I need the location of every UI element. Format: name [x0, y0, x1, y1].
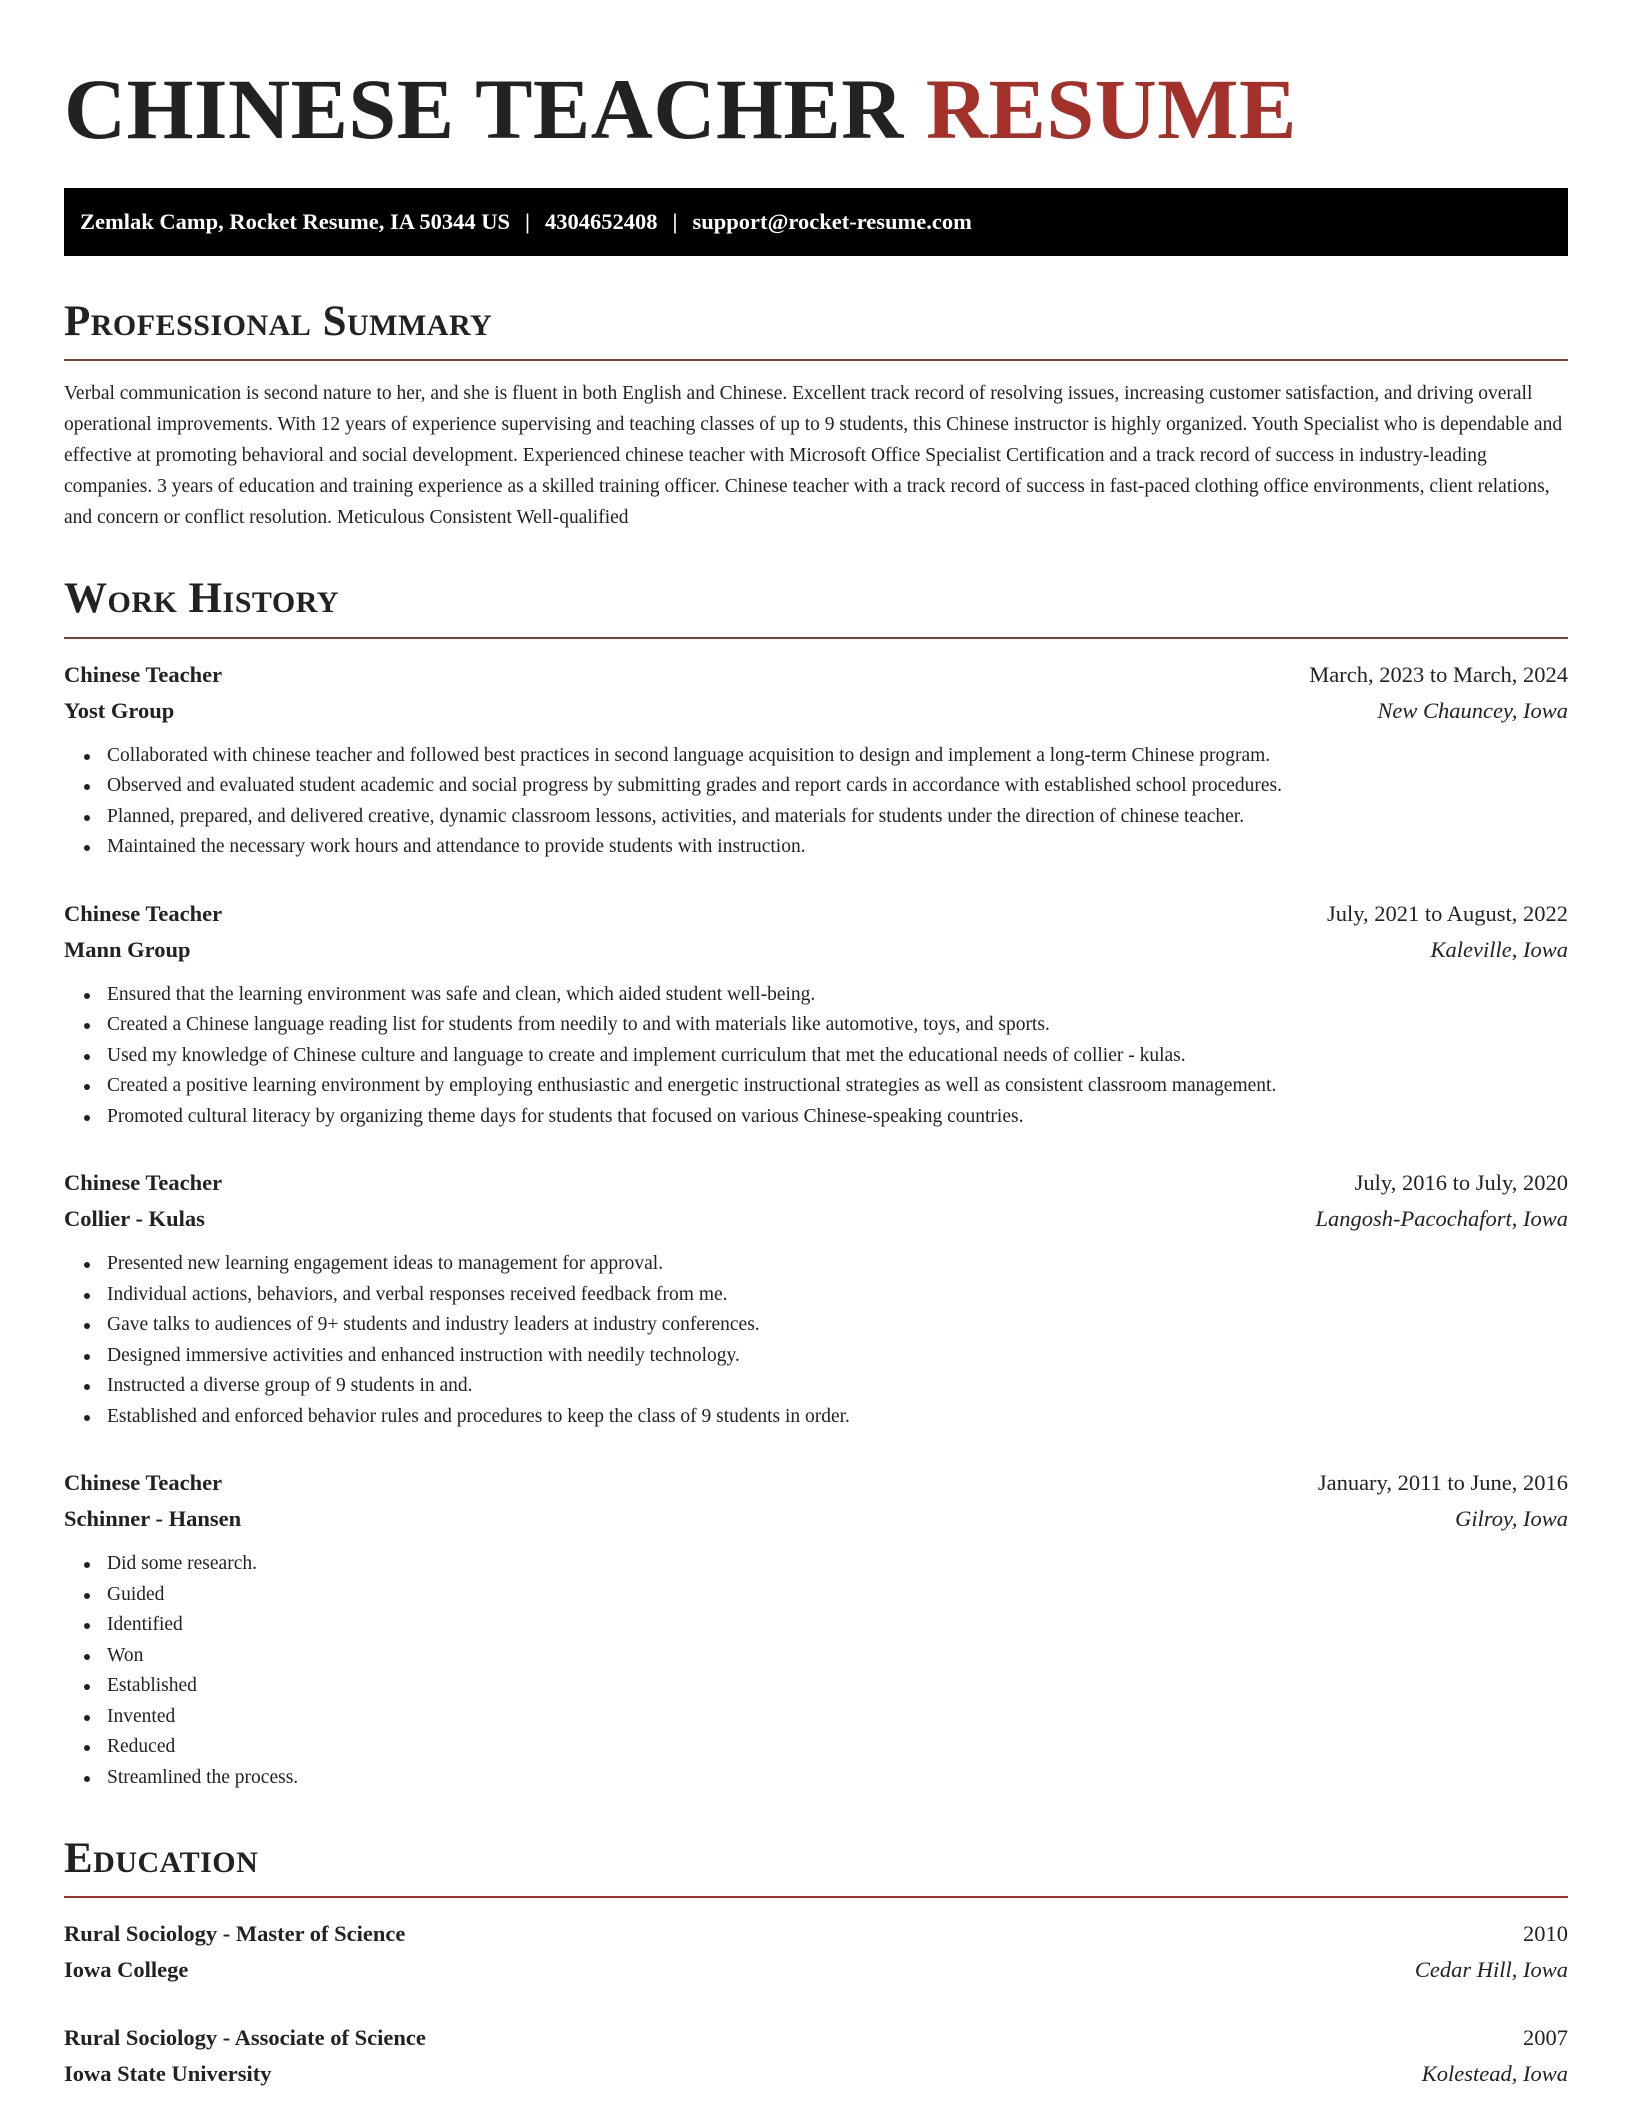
contact-phone: 4304652408 — [544, 209, 658, 234]
job-title: Chinese Teacher — [64, 1470, 223, 1496]
job-entry — [64, 1465, 1568, 1793]
job-dates: July, 2021 to August, 2022 — [1326, 900, 1568, 926]
bullet-item: Instructed a diverse group of 9 students in and. — [107, 1371, 1568, 1402]
contact-separator: | — [525, 209, 530, 234]
bullet-item: Reduced — [107, 1732, 1568, 1763]
bullet-item: Individual actions, behaviors, and verbal responses received feedback from me. — [107, 1280, 1568, 1311]
bullet-item: Streamlined the process. — [107, 1763, 1568, 1794]
job-entry — [64, 896, 1568, 1133]
job-bullets — [64, 1249, 1568, 1432]
bullet-item: Presented new learning engagement ideas to management for approval. — [107, 1249, 1568, 1280]
job-bullets — [64, 1549, 1568, 1793]
bullet-item: Invented — [107, 1702, 1568, 1733]
degree: Rural Sociology - Associate of Science — [64, 2025, 426, 2051]
job-title: Chinese Teacher — [64, 1170, 223, 1196]
contact-address: Zemlak Camp, Rocket Resume, IA 50344 US — [80, 209, 510, 234]
job-dates: January, 2011 to June, 2016 — [1317, 1470, 1568, 1496]
job-company: Schinner - Hansen — [64, 1506, 242, 1532]
bullet-item: Gave talks to audiences of 9+ students and industry leaders at industry conferences. — [107, 1310, 1568, 1341]
title-accent: RESUME — [925, 61, 1297, 157]
contact-bar — [64, 188, 1568, 256]
bullet-item: Promoted cultural literacy by organizing theme days for students that focused on various Chinese-speaking countries. — [107, 1102, 1568, 1133]
bullet-item: Used my knowledge of Chinese culture and language to create and implement curriculum that met the educational needs of collier - kulas. — [107, 1041, 1568, 1072]
school-name: Iowa College — [64, 1957, 189, 1983]
bullet-item: Established — [107, 1671, 1568, 1702]
bullet-item: Collaborated with chinese teacher and followed best practices in second language acquisition to design and implement a long-term Chinese program. — [107, 741, 1568, 772]
bullet-item: Identified — [107, 1610, 1568, 1641]
education-entry — [64, 2020, 1568, 2092]
contact-email: support@rocket-resume.com — [692, 209, 972, 234]
section-divider — [64, 1896, 1568, 1898]
job-location: New Chauncey, Iowa — [1377, 697, 1568, 723]
education-section — [64, 1835, 1568, 2092]
job-company: Collier - Kulas — [64, 1206, 205, 1232]
job-entry — [64, 657, 1568, 863]
job-location: Kaleville, Iowa — [1430, 936, 1568, 962]
job-location: Langosh-Pacochafort, Iowa — [1315, 1206, 1568, 1232]
education-entry — [64, 1916, 1568, 1988]
section-heading: Work History — [64, 575, 339, 623]
school-location: Kolestead, Iowa — [1421, 2061, 1568, 2087]
school-location: Cedar Hill, Iowa — [1414, 1957, 1568, 1983]
bullet-item: Did some research. — [107, 1549, 1568, 1580]
job-dates: July, 2016 to July, 2020 — [1354, 1170, 1568, 1196]
bullet-item: Established and enforced behavior rules and procedures to keep the class of 9 students in order. — [107, 1402, 1568, 1433]
bullet-item: Planned, prepared, and delivered creative, dynamic classroom lessons, activities, and materials for students under the direction of chinese teacher. — [107, 802, 1568, 833]
bullet-item: Ensured that the learning environment was safe and clean, which aided student well-being. — [107, 980, 1568, 1011]
summary-text: Verbal communication is second nature to her, and she is fluent in both English and Chinese. Excellent track record of resolving issues, increasing customer satisfaction, and driving overall operational improvements. With 12 years of experience supervising and teaching classes of up to 9 students, this Chinese instructor is highly organized. Youth Specialist who is dependable and effective at promoting behavioral and social development. Experienced chinese teacher with Microsoft Office Specialist Certification and a track record of success in industry-leading companies. 3 years of education and training experience as a skilled training officer. Chinese teacher with a track record of success in fast-paced clothing office environments, client relations, and concern or conflict resolution. Meticulous Consistent Well-qualified — [64, 383, 1563, 529]
resume-title — [64, 61, 1568, 157]
school-name: Iowa State University — [64, 2061, 272, 2087]
section-divider — [64, 359, 1568, 361]
work-history-section — [64, 575, 1568, 1793]
degree: Rural Sociology - Master of Science — [64, 1921, 406, 1947]
professional-summary-section — [64, 298, 1568, 533]
bullet-item: Created a Chinese language reading list for students from needily to and with materials like automotive, toys, and sports. — [107, 1010, 1568, 1041]
bullet-item: Observed and evaluated student academic and social progress by submitting grades and report cards in accordance with established school procedures. — [107, 771, 1568, 802]
section-heading: Education — [64, 1835, 259, 1883]
graduation-year: 2010 — [1523, 1921, 1568, 1947]
contact-separator: | — [672, 209, 678, 234]
job-entry — [64, 1165, 1568, 1432]
bullet-item: Designed immersive activities and enhanced instruction with needily technology. — [107, 1341, 1568, 1372]
bullet-item: Maintained the necessary work hours and attendance to provide students with instruction. — [107, 832, 1568, 863]
job-company: Yost Group — [64, 697, 175, 723]
section-heading: Professional Summary — [64, 298, 493, 345]
bullet-item: Guided — [107, 1580, 1568, 1611]
job-company: Mann Group — [64, 936, 191, 962]
job-bullets — [64, 980, 1568, 1133]
job-title: Chinese Teacher — [64, 661, 223, 687]
job-location: Gilroy, Iowa — [1455, 1506, 1568, 1532]
graduation-year: 2007 — [1523, 2025, 1568, 2051]
title-main: CHINESE TEACHER — [64, 61, 904, 157]
job-bullets — [64, 741, 1568, 863]
job-title: Chinese Teacher — [64, 900, 223, 926]
job-dates: March, 2023 to March, 2024 — [1309, 661, 1568, 687]
section-divider — [64, 637, 1568, 639]
bullet-item: Created a positive learning environment by employing enthusiastic and energetic instructional strategies as well as consistent classroom management. — [107, 1071, 1568, 1102]
bullet-item: Won — [107, 1641, 1568, 1672]
